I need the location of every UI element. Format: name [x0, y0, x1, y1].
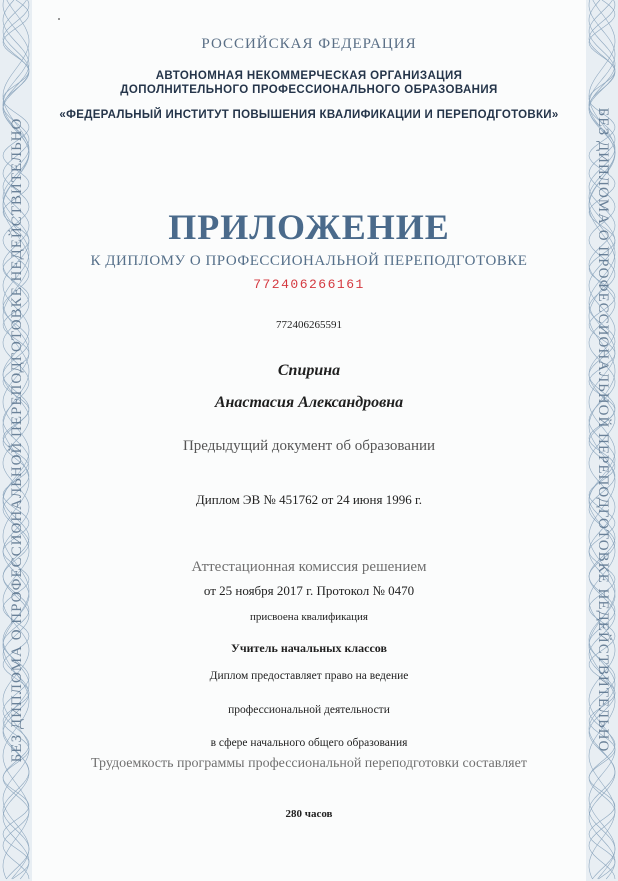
program-hours-value: 280 часов [285, 808, 333, 820]
previous-education-label: Предыдущий документ об образовании [182, 438, 436, 454]
holder-surname: Спирина [277, 362, 341, 379]
rights-line-3: в сфере начального общего образования [210, 737, 408, 749]
registration-number: 772406265591 [276, 319, 342, 331]
country-title: РОССИЙСКАЯ ФЕДЕРАЦИЯ [201, 36, 417, 52]
program-hours-label: Трудоемкость программы профессиональной переподготовки составляет [91, 756, 527, 771]
org-name-line-1: АВТОНОМНАЯ НЕКОММЕРЧЕСКАЯ ОРГАНИЗАЦИЯ [155, 70, 463, 82]
document-title: ПРИЛОЖЕНИЕ [168, 207, 450, 247]
org-name-line-2: ДОПОЛНИТЕЛЬНОГО ПРОФЕССИОНАЛЬНОГО ОБРАЗОВАНИЯ [120, 84, 498, 96]
left-border-text: БЕЗ ДИПЛОМА О ПРОФЕССИОНАЛЬНОЙ ПЕРЕПОДГОТОВКЕ НЕДЕЙСТВИТЕЛЬНО [9, 117, 25, 763]
scan-speck [58, 18, 60, 20]
holder-given-names: Анастасия Александровна [214, 394, 404, 411]
blank-serial-number: 772406266161 [253, 277, 365, 292]
org-name-line-3: «ФЕДЕРАЛЬНЫЙ ИНСТИТУТ ПОВЫШЕНИЯ КВАЛИФИКАЦИИ И ПЕРЕПОДГОТОВКИ» [59, 109, 559, 121]
rights-line-2: профессиональной деятельности [228, 704, 390, 716]
protocol-line: от 25 ноября 2017 г. Протокол № 0470 [203, 583, 415, 598]
document-subtitle: К ДИПЛОМУ О ПРОФЕССИОНАЛЬНОЙ ПЕРЕПОДГОТОВКЕ [90, 253, 528, 269]
qualification-assigned-label: присвоена квалификация [250, 611, 368, 623]
rights-line-1: Диплом предоставляет право на ведение [209, 670, 409, 682]
commission-label: Аттестационная комиссия решением [191, 559, 427, 575]
right-border-text: БЕЗ ДИПЛОМА О ПРОФЕССИОНАЛЬНОЙ ПЕРЕПОДГОТОВКЕ НЕДЕЙСТВИТЕЛЬНО [595, 107, 611, 753]
previous-education-document: Диплом ЭВ № 451762 от 24 июня 1996 г. [195, 492, 423, 507]
qualification-name: Учитель начальных классов [231, 641, 387, 655]
